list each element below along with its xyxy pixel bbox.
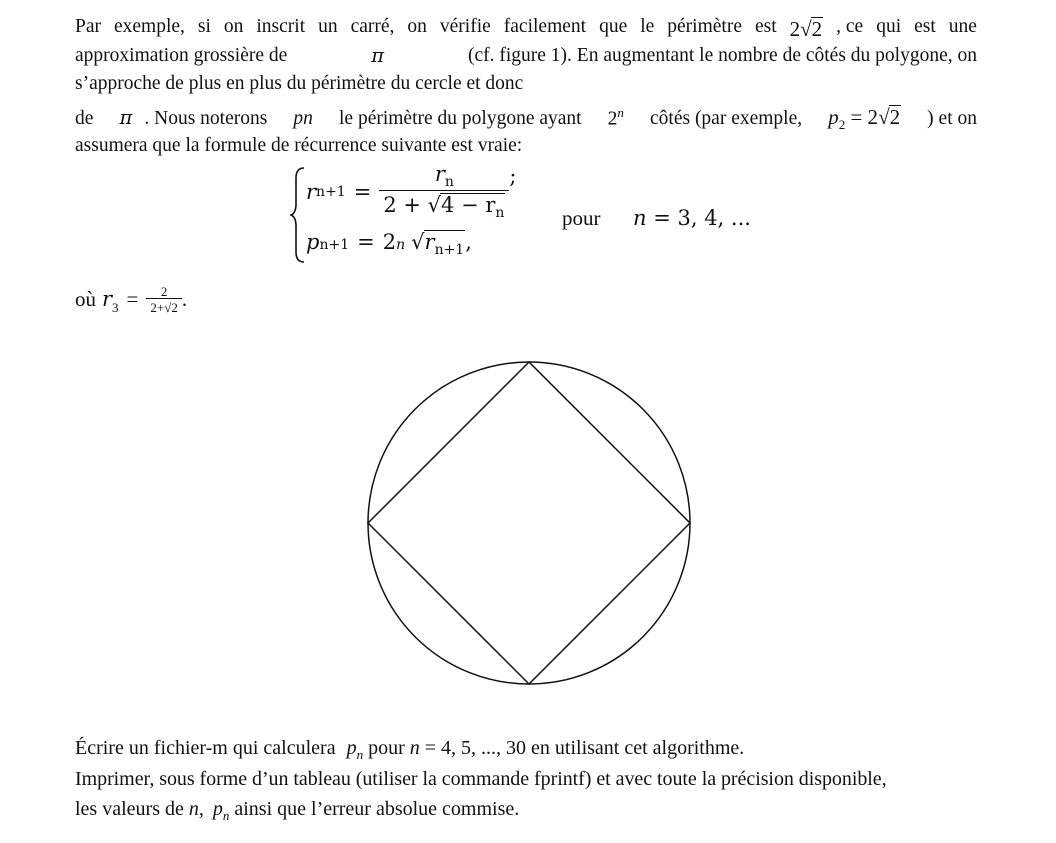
paragraph2-line1: Écrire un fichier-m qui calculera $p_n$ pour n = 4, 5, ..., 30 en utilisant cet algorithme. (75, 737, 745, 762)
inscribed-square (368, 362, 690, 684)
text: (cf. figure 1). En augmentant le nombre de côtés du polygone, on (467, 45, 977, 66)
text: approximation grossière de (75, 45, 288, 66)
text: ) et on (927, 108, 977, 129)
word: qui (876, 16, 902, 37)
two-sqrt-two: 2√2 (789, 17, 823, 41)
r3-fraction: $\frac{2}{2+√2}$ (146, 285, 181, 314)
paragraph1-line4 (75, 105, 977, 131)
paragraph2-line2: Imprimer, sous forme d’un tableau (utiliser la commande fprintf) et avec toute la précision disponible, (75, 768, 887, 790)
word: le (640, 16, 655, 37)
equation-p: p n+1 = 2 n √ $r_{n+1}$ , (306, 230, 472, 259)
pn-symbol: pn (293, 108, 313, 129)
recurrence-system (290, 160, 770, 270)
p2-formula: $p_2 = 2√2$ (828, 105, 901, 133)
paragraph2-line3: les valeurs de n, $p_n$ ainsi que l’erreur absolue commise. (75, 798, 520, 823)
word: Par (75, 16, 101, 37)
word: est (914, 16, 936, 37)
paragraph1-line1 (75, 17, 977, 40)
condition: pour n = 3, 4, ... (562, 206, 751, 230)
word: carré, (350, 16, 395, 37)
word: que (599, 16, 628, 37)
word: une (948, 16, 977, 37)
word: si (197, 16, 211, 37)
r-fraction: $\frac{r_n}{2 + √4 - r_n}$ (379, 162, 509, 221)
equation-r: r n+1 = $\frac{r_n}{2 + √4 - r_n}$ ; (306, 162, 517, 222)
text: de (75, 108, 94, 129)
r3-definition: où r $_3$ = $\frac{2}{2+√2}$ . (75, 284, 188, 315)
pi-symbol: π (371, 44, 385, 67)
word: est (754, 16, 777, 37)
text: le périmètre du polygone ayant (339, 108, 582, 129)
word: inscrit (256, 16, 306, 37)
word: on (407, 16, 427, 37)
text: . Nous noterons (144, 108, 268, 129)
square-inscribed-in-circle (360, 356, 700, 696)
paragraph1-line5: assumera que la formule de récurrence suivante est vraie: (75, 135, 523, 156)
circle (368, 362, 690, 684)
pi-symbol: π (119, 106, 133, 129)
word: périmètre (667, 16, 742, 37)
word: facilement (503, 16, 587, 37)
two-pow-n: 2$^n$ (607, 104, 624, 129)
text: côtés (par exemple, (650, 108, 803, 129)
word: vérifie (439, 16, 491, 37)
word: un (318, 16, 338, 37)
word: exemple, (113, 16, 185, 37)
paragraph1-line2 (75, 46, 977, 66)
word: , ce (836, 16, 864, 37)
paragraph1-line3: s’approche de plus en plus du périmètre du cercle et donc (75, 73, 524, 94)
word: on (223, 16, 244, 37)
